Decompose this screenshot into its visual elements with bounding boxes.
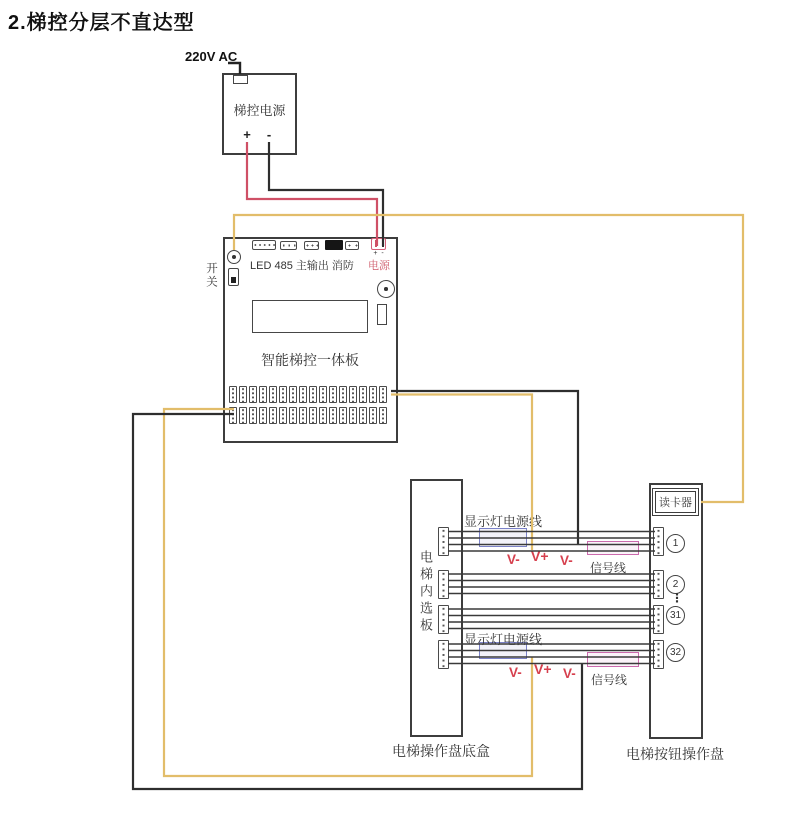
panel-connector-1 bbox=[653, 527, 664, 556]
pin-strip bbox=[229, 407, 237, 424]
panel-connector-31 bbox=[653, 605, 664, 634]
pin-strip bbox=[339, 407, 347, 424]
panel-connector-2 bbox=[653, 570, 664, 599]
signal-wire-bottom-black bbox=[133, 414, 582, 789]
display-power-wire-bottom-yellow bbox=[164, 409, 532, 776]
led-connector bbox=[252, 240, 276, 250]
pin-strip bbox=[339, 386, 347, 403]
display-power-label-bottom: 显示灯电源线 bbox=[464, 632, 543, 647]
pin-strip bbox=[279, 386, 287, 403]
board-label: 智能梯控一体板 bbox=[261, 352, 359, 368]
ac-input-connector bbox=[233, 75, 248, 84]
button-panel-caption: 电梯按钮操作盘 bbox=[626, 746, 724, 762]
buttons-ellipsis: ⋮ bbox=[671, 591, 683, 605]
power-positive-wire bbox=[247, 142, 377, 246]
power-port-polarity: + - bbox=[373, 250, 385, 257]
pin-strip bbox=[259, 407, 267, 424]
power-supply-label: 梯控电源 bbox=[233, 103, 286, 118]
pin-strip bbox=[309, 407, 317, 424]
selection-connector-31 bbox=[438, 605, 449, 634]
main-output-socket bbox=[325, 240, 343, 250]
v-minus-label-bottom-2: V- bbox=[563, 666, 576, 681]
power-input-connector bbox=[371, 238, 386, 250]
switch-label: 开关 bbox=[205, 262, 217, 289]
floor-button-31[interactable]: 31 bbox=[666, 606, 685, 625]
pin-strip bbox=[279, 407, 287, 424]
pin-strip bbox=[329, 407, 337, 424]
v-plus-label-top: V+ bbox=[531, 548, 549, 564]
pin-strip bbox=[229, 386, 237, 403]
power-switch-knob bbox=[231, 277, 236, 283]
pin-strip bbox=[369, 386, 377, 403]
v-plus-label-bottom: V+ bbox=[534, 661, 552, 677]
pin-strip bbox=[319, 407, 327, 424]
selection-board-label: 电梯内选板 bbox=[418, 550, 433, 635]
power-minus-terminal: - bbox=[266, 127, 272, 142]
signal-highlight-bottom bbox=[587, 652, 639, 667]
card-reader-box bbox=[652, 488, 699, 516]
pin-strip bbox=[239, 407, 247, 424]
power-plus-terminal: + bbox=[243, 127, 251, 142]
selection-connector-32 bbox=[438, 640, 449, 669]
board-power-port-label: 电源 bbox=[368, 260, 390, 272]
side-connector bbox=[377, 304, 387, 325]
pin-strip bbox=[299, 407, 307, 424]
display-power-label-top: 显示灯电源线 bbox=[464, 514, 543, 529]
pin-strip bbox=[269, 407, 277, 424]
v-minus-label-top-2: V- bbox=[560, 553, 573, 568]
rs485-connector bbox=[280, 241, 297, 250]
pin-strip bbox=[319, 386, 327, 403]
pin-strip bbox=[289, 407, 297, 424]
pin-strip bbox=[379, 407, 387, 424]
display-window bbox=[252, 300, 368, 333]
signal-highlight-top bbox=[587, 541, 639, 555]
pin-strip bbox=[249, 386, 257, 403]
pin-strip bbox=[379, 386, 387, 403]
floor-button-1[interactable]: 1 bbox=[666, 534, 685, 553]
pin-strip bbox=[369, 407, 377, 424]
selection-board-caption: 电梯操作盘底盒 bbox=[392, 743, 490, 759]
selection-connector-1 bbox=[438, 527, 449, 556]
display-power-highlight-top bbox=[479, 528, 527, 547]
floor-button-32[interactable]: 32 bbox=[666, 643, 685, 662]
panel-connector-32 bbox=[653, 640, 664, 669]
page-title: 2.梯控分层不直达型 bbox=[8, 12, 195, 34]
signal-label-bottom: 信号线 bbox=[591, 673, 628, 687]
pin-strip bbox=[249, 407, 257, 424]
board-ports-label: LED 485 主输出 消防 bbox=[250, 260, 354, 272]
ac-voltage-label: 220V AC bbox=[185, 49, 238, 64]
power-negative-wire bbox=[269, 142, 383, 246]
pin-strip bbox=[299, 386, 307, 403]
pin-strip bbox=[349, 386, 357, 403]
v-minus-label-top-1: V- bbox=[507, 552, 520, 567]
floor-button-2[interactable]: 2 bbox=[666, 575, 685, 594]
pin-strip bbox=[239, 386, 247, 403]
card-reader-label: 读卡器 bbox=[655, 491, 696, 513]
pin-strip bbox=[309, 386, 317, 403]
signal-label-top: 信号线 bbox=[590, 561, 627, 575]
pin-strip bbox=[289, 386, 297, 403]
v-minus-label-bottom-1: V- bbox=[509, 665, 522, 680]
pin-strip bbox=[359, 407, 367, 424]
main-output-connector bbox=[304, 241, 319, 250]
terminal-row-bottom bbox=[229, 407, 387, 424]
antenna-connector-pin bbox=[232, 255, 236, 259]
pin-strip bbox=[329, 386, 337, 403]
fire-alarm-connector bbox=[345, 241, 359, 250]
pin-strip bbox=[349, 407, 357, 424]
terminal-row-top bbox=[229, 386, 387, 403]
pin-strip bbox=[259, 386, 267, 403]
power-switch[interactable] bbox=[228, 268, 239, 286]
pin-strip bbox=[269, 386, 277, 403]
buzzer-center bbox=[384, 287, 388, 291]
selection-connector-2 bbox=[438, 570, 449, 599]
buzzer bbox=[377, 280, 395, 298]
pin-strip bbox=[359, 386, 367, 403]
antenna-connector bbox=[227, 250, 241, 264]
